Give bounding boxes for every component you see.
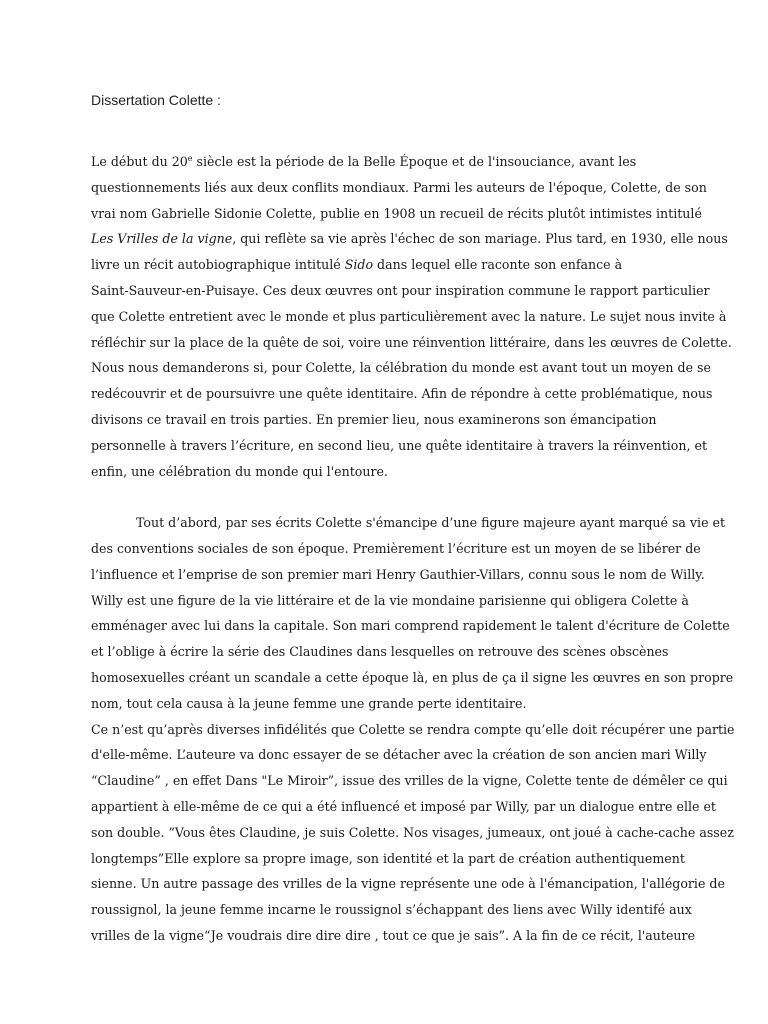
paragraph-spacer bbox=[91, 484, 691, 510]
text-line: vrai nom Gabrielle Sidonie Colette, publie en 1908 un recueil de récits plutôt intimistes intitulé bbox=[91, 205, 702, 221]
text-line: Tout d’abord, par ses écrits Colette s'émancipe d’une figure majeure ayant marqué sa vie et bbox=[136, 515, 726, 531]
text-fragment: , qui reflète sa vie après l'échec de son mariage. Plus tard, en 1930, elle nous bbox=[232, 231, 728, 247]
part1-paragraph bbox=[91, 510, 734, 716]
text-line: divisons ce travail en trois parties. En premier lieu, nous examinerons son émancipation bbox=[91, 411, 657, 427]
text-line: et l’oblige à écrire la série des Claudines dans lesquelles on retrouve des scènes obscènes bbox=[91, 644, 669, 660]
text-line: sienne. Un autre passage des vrilles de la vigne représente une ode à l'émancipation, l'allégorie de bbox=[91, 876, 725, 892]
text-fragment: livre un récit autobiographique intitulé bbox=[91, 257, 345, 273]
text-line: d'elle-même. L’auteure va donc essayer de se détacher avec la création de son ancien mari Willy bbox=[91, 747, 707, 763]
text-fragment: Le début du 20 bbox=[91, 154, 188, 169]
text-line: nom, tout cela causa à la jeune femme une grande perte identitaire. bbox=[91, 695, 527, 711]
text-line: son double. ”Vous êtes Claudine, je suis Colette. Nos visages, jumeaux, ont joué à cache-cache assez bbox=[91, 824, 734, 840]
text-line: Ce n’est qu’après diverses infidélités que Colette se rendra compte qu’elle doit récupérer une partie bbox=[91, 721, 735, 737]
text-line: l’influence et l’emprise de son premier mari Henry Gauthier-Villars, connu sous le nom de Willy. bbox=[91, 566, 705, 582]
text-line: réfléchir sur la place de la quête de soi, voire une réinvention littéraire, dans les œuvres de Colette. bbox=[91, 334, 732, 350]
text-line bbox=[91, 149, 691, 175]
intro-paragraph bbox=[91, 149, 732, 484]
text-line: Nous nous demanderons si, pour Colette, la célébration du monde est avant tout un moyen de se bbox=[91, 360, 711, 376]
book-title: Sido bbox=[344, 257, 374, 273]
text-line: roussignol, la jeune femme incarne le roussignol s’échappant des liens avec Willy identifé aux bbox=[91, 902, 692, 918]
text-fragment: dans lequel elle raconte son enfance à bbox=[373, 257, 623, 273]
text-line: personnelle à travers l’écriture, en second lieu, une quête identitaire à travers la réinvention, et bbox=[91, 437, 707, 453]
document-heading: Dissertation Colette : bbox=[91, 92, 221, 108]
text-line: des conventions sociales de son époque. Premièrement l’écriture est un moyen de se libérer de bbox=[91, 540, 701, 556]
text-line bbox=[91, 226, 728, 252]
part2-paragraph bbox=[91, 717, 735, 949]
text-line: questionnements liés aux deux conflits mondiaux. Parmi les auteurs de l'époque, Colette, de son bbox=[91, 179, 707, 195]
text-fragment: siècle est la période de la Belle Époque et de l'insouciance, avant les bbox=[192, 154, 637, 169]
text-line bbox=[91, 252, 691, 278]
text-line: que Colette entretient avec le monde et plus particulièrement avec la nature. Le sujet nous invite à bbox=[91, 308, 727, 324]
text-line: redécouvrir et de poursuivre une quête identitaire. Afin de répondre à cette problématique, nous bbox=[91, 386, 713, 402]
document-body bbox=[91, 149, 735, 949]
text-line: appartient à elle-même de ce qui a été influencé et imposé par Willy, par un dialogue entre elle et bbox=[91, 798, 716, 814]
text-line: vrilles de la vigne“Je voudrais dire dire dire , tout ce que je sais”. A la fin de ce récit, l'auteure bbox=[91, 927, 696, 943]
book-title: Les Vrilles de la vigne bbox=[91, 231, 233, 247]
text-line: enfin, une célébration du monde qui l'entoure. bbox=[91, 463, 388, 479]
text-line: Saint-Sauveur-en-Puisaye. Ces deux œuvres ont pour inspiration commune le rapport particulier bbox=[91, 282, 710, 298]
text-line: longtemps”Elle explore sa propre image, son identité et la part de création authentiquement bbox=[91, 850, 685, 866]
text-line: homosexuelles créant un scandale a cette époque là, en plus de ça il signe les œuvres en son propre bbox=[91, 669, 734, 685]
superscript-e: e bbox=[187, 154, 193, 163]
text-line: Willy est une figure de la vie littéraire et de la vie mondaine parisienne qui obligera Colette à bbox=[91, 592, 689, 608]
text-line: “Claudine” , en effet Dans "Le Miroir”, issue des vrilles de la vigne, Colette tente de démêler ce qui bbox=[91, 773, 728, 789]
text-line: emménager avec lui dans la capitale. Son mari comprend rapidement le talent d'écriture de Colette bbox=[91, 618, 730, 634]
